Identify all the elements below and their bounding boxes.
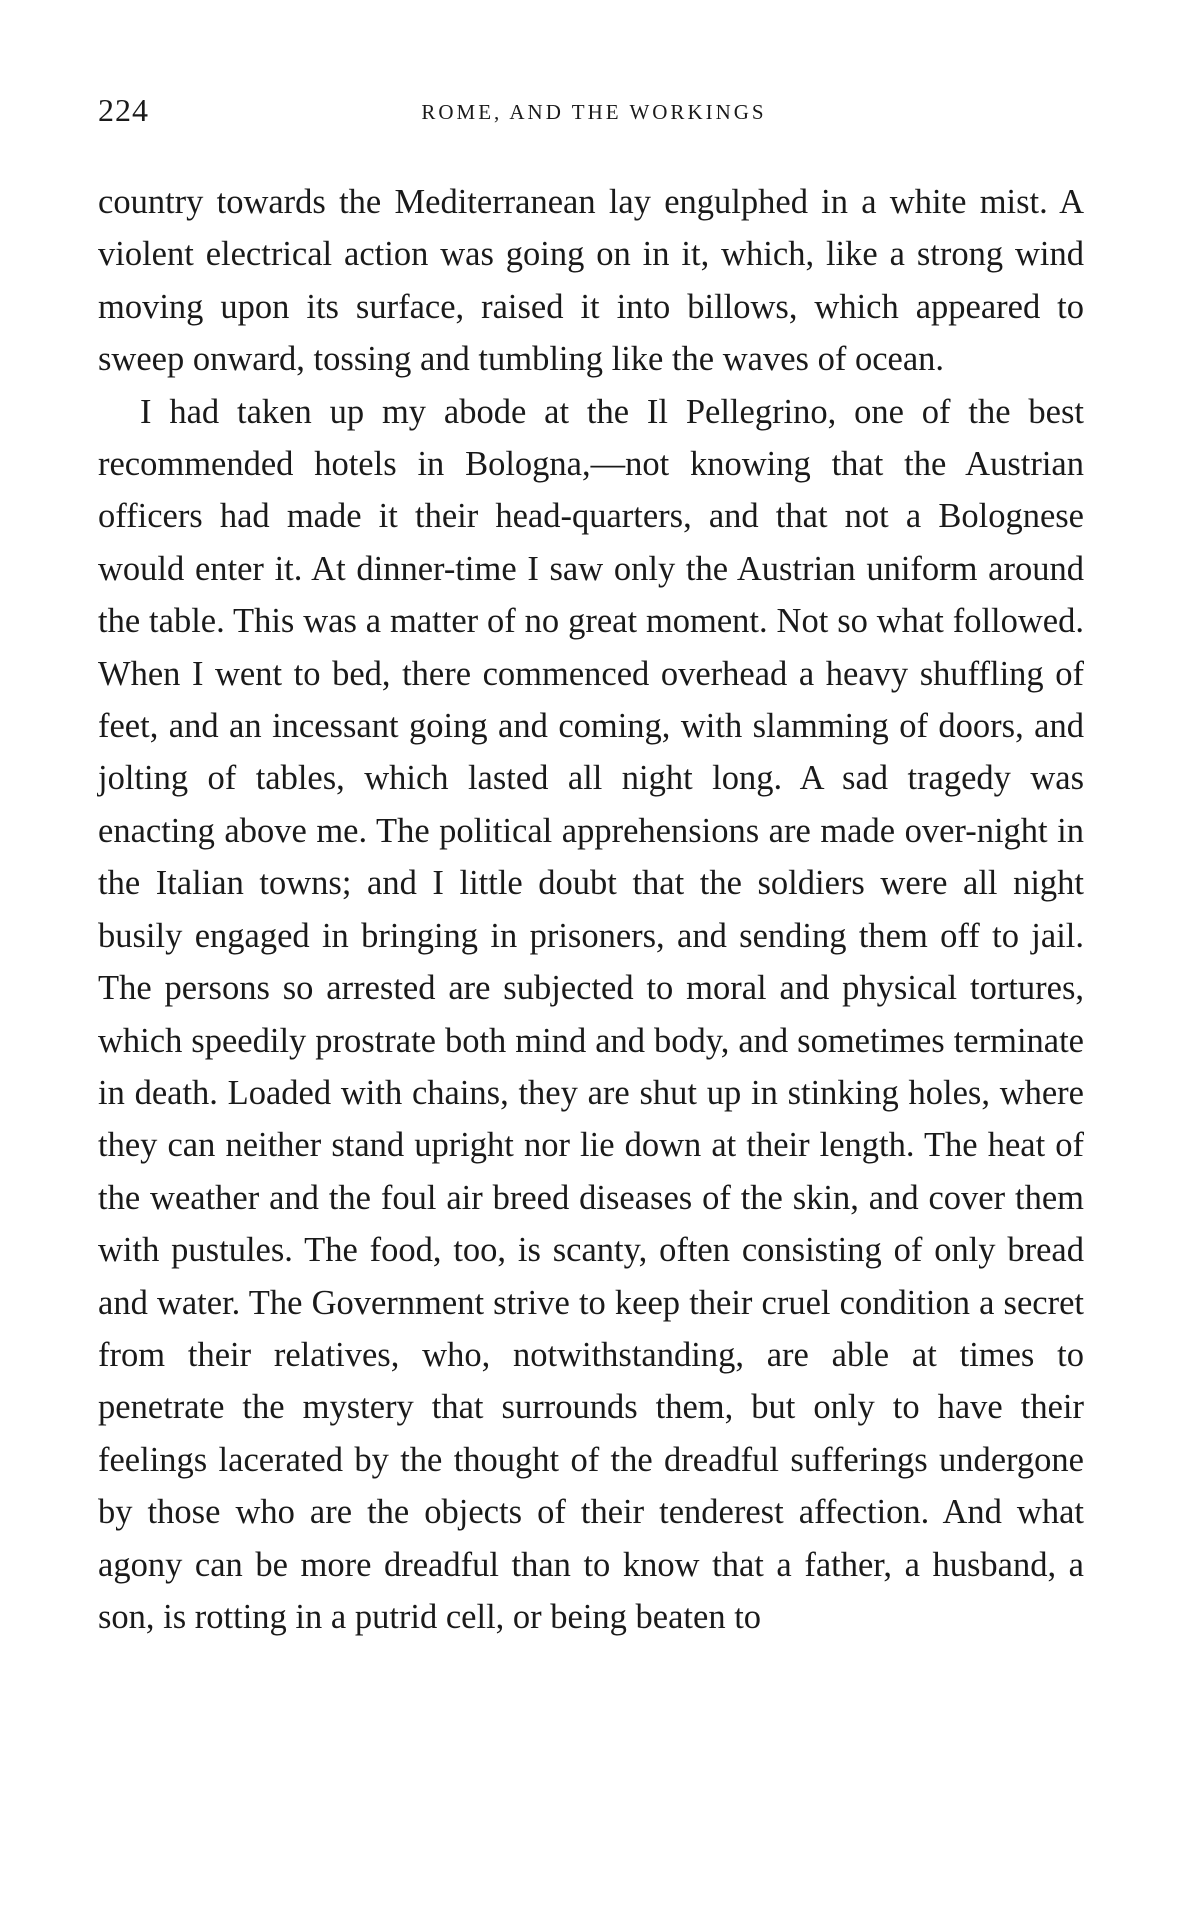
page-header: [98, 92, 1090, 132]
body-text: [98, 176, 1084, 1643]
paragraph: I had taken up my abode at the Il Pellegrino, one of the best recommended hotels in Bologna,—not knowing that the Austrian officers had made it their head-quarters, and that not a Bolognese would enter it. At dinner-time I saw only the Austrian uniform around the table. This was a matter of no great moment. Not so what followed. When I went to bed, there commenced overhead a heavy shuffling of feet, and an incessant going and coming, with slamming of doors, and jolting of tables, which lasted all night long. A sad tragedy was enacting above me. The political apprehensions are made over-night in the Italian towns; and I little doubt that the soldiers were all night busily engaged in bringing in prisoners, and sending them off to jail. The persons so arrested are subjected to moral and physical tortures, which speedily prostrate both mind and body, and sometimes terminate in death. Loaded with chains, they are shut up in stinking holes, where they can neither stand upright nor lie down at their length. The heat of the weather and the foul air breed diseases of the skin, and cover them with pustules. The food, too, is scanty, often consisting of only bread and water. The Government strive to keep their cruel condition a secret from their relatives, who, notwithstanding, are able at times to penetrate the mystery that surrounds them, but only to have their feelings lacerated by the thought of the dreadful sufferings undergone by those who are the objects of their tenderest affection. And what agony can be more dreadful than to know that a father, a husband, a son, is rotting in a putrid cell, or being beaten to: [98, 392, 1084, 1636]
running-title: ROME, AND THE WORKINGS: [421, 100, 767, 124]
paragraph-continued: country towards the Mediterranean lay engulphed in a white mist. A violent electrical action was going on in it, which, like a strong wind moving upon its surface, raised it into billows, which appeared to sweep onward, tossing and tumbling like the waves of ocean.: [98, 183, 1084, 379]
page-number: 224: [98, 92, 149, 128]
